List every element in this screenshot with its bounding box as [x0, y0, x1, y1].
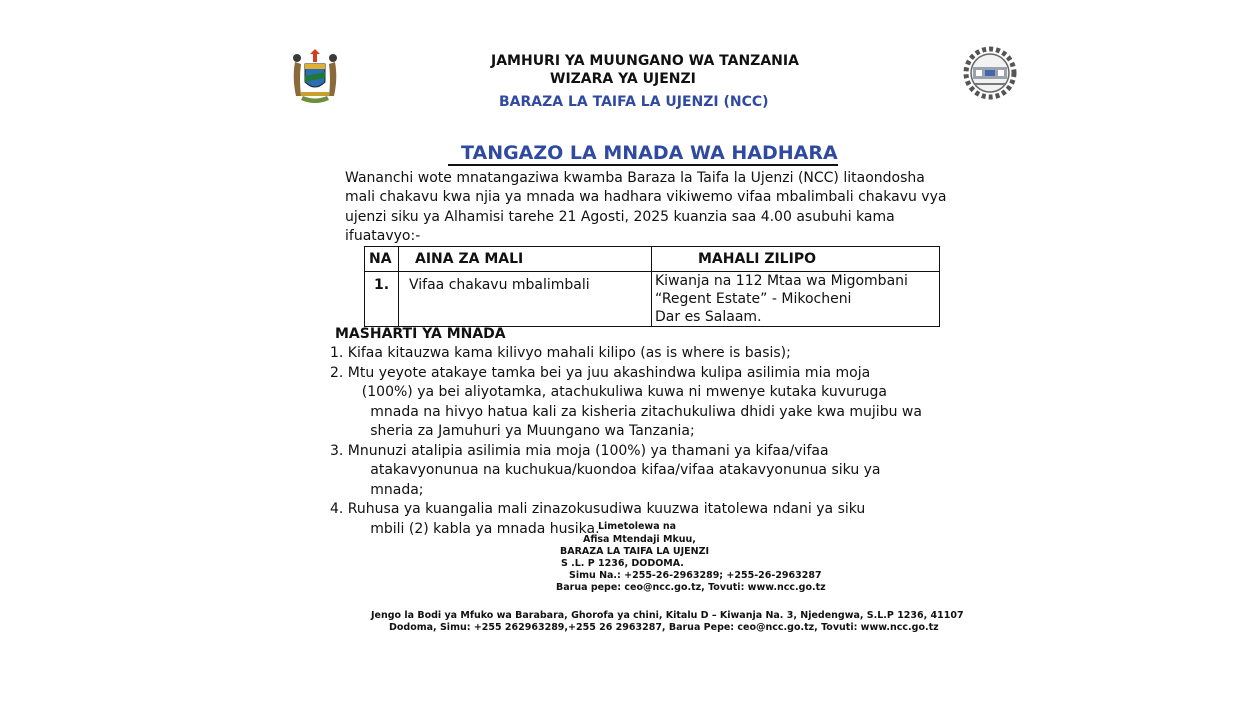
table-row: [365, 272, 940, 327]
signature-organization: BARAZA LA TAIFA LA UJENZI: [560, 546, 710, 557]
condition-line: sheria za Jamuhuri ya Muungano wa Tanzania;: [348, 423, 695, 439]
header-ministry: WIZARA YA UJENZI: [550, 71, 696, 87]
intro-line: ifuatavyo:-: [345, 227, 421, 244]
condition-line: 2. Mtu yeyote atakaye tamka bei ya juu akashindwa kulipa asilimia mia moja: [330, 364, 871, 381]
column-header-aina: AINA ZA MALI: [399, 247, 652, 272]
condition-line: 3. Mnunuzi atalipia asilimia mia moja (100%) ya thamani ya kifaa/vifaa: [330, 442, 829, 459]
column-header-mahali: MAHALI ZILIPO: [652, 247, 940, 272]
cell-aina: Vifaa chakavu mbalimbali: [399, 272, 652, 327]
tanzania-coat-of-arms-logo: [287, 48, 343, 106]
page-title: TANGAZO LA MNADA WA HADHARA: [461, 142, 838, 164]
conditions-list: [330, 344, 922, 539]
table-header-row: [365, 247, 940, 272]
title-underline: [448, 164, 838, 166]
intro-line: Wananchi wote mnatangaziwa kwamba Baraza la Taifa la Ujenzi (NCC) litaondosha: [345, 170, 925, 186]
footer-contacts: Dodoma, Simu: +255 262963289,+255 26 2963287, Barua Pepe: ceo@ncc.go.tz, Tovuti: www.ncc.go.tz: [389, 622, 939, 633]
intro-paragraph: [345, 169, 947, 246]
cell-na: 1.: [365, 272, 399, 327]
condition-line: (100%) ya bei aliyotamka, atachukuliwa kuwa ni mwenye kutaka kuvuruga: [344, 384, 887, 400]
header-council: BARAZA LA TAIFA LA UJENZI (NCC): [499, 94, 769, 110]
location-line: Dar es Salaam.: [655, 309, 762, 325]
condition-line: atakavyonunua na kuchukua/kuondoa kifaa/vifaa atakavyonunua siku ya: [348, 462, 881, 478]
ncc-gear-logo: [963, 46, 1017, 100]
condition-line: mnada na hivyo hatua kali za kisheria zitachukuliwa dhidi yake kwa mujibu wa: [348, 403, 922, 420]
signature-email: Barua pepe: ceo@ncc.go.tz, Tovuti: www.ncc.go.tz: [556, 582, 826, 593]
signature-phone: Simu Na.: +255-26-2963289; +255-26-2963287: [569, 570, 822, 581]
conditions-heading: MASHARTI YA MNADA: [335, 326, 506, 342]
header-republic: JAMHURI YA MUUNGANO WA TANZANIA: [491, 53, 799, 69]
intro-line: ujenzi siku ya Alhamisi tarehe 21 Agosti, 2025 kuanzia saa 4.00 asubuhi kama: [345, 208, 895, 225]
intro-line: mali chakavu kwa njia ya mnada wa hadhara vikiwemo vifaa mbalimbali chakavu vya: [345, 189, 947, 206]
footer-address: Jengo la Bodi ya Mfuko wa Barabara, Ghorofa ya chini, Kitalu D – Kiwanja Na. 3, Njedengwa, S.L.P 1236, 41107: [371, 610, 964, 621]
cell-mahali: [652, 272, 940, 327]
location-line: Kiwanja na 112 Mtaa wa Migombani: [655, 273, 908, 289]
condition-line: 1. Kifaa kitauzwa kama kilivyo mahali kilipo (as is where is basis);: [330, 345, 791, 361]
signature-address: S .L. P 1236, DODOMA.: [561, 558, 684, 569]
signature-title: Afisa Mtendaji Mkuu,: [583, 534, 696, 545]
column-header-na: NA: [365, 247, 399, 272]
signature-issued-by: Limetolewa na: [598, 521, 677, 532]
condition-line: mbili (2) kabla ya mnada husika.: [348, 520, 600, 537]
condition-line: mnada;: [348, 481, 424, 498]
location-line: “Regent Estate” - Mikocheni: [655, 291, 852, 307]
items-table: [364, 246, 940, 327]
condition-line: 4. Ruhusa ya kuangalia mali zinazokusudiwa kuuzwa itatolewa ndani ya siku: [330, 501, 866, 517]
